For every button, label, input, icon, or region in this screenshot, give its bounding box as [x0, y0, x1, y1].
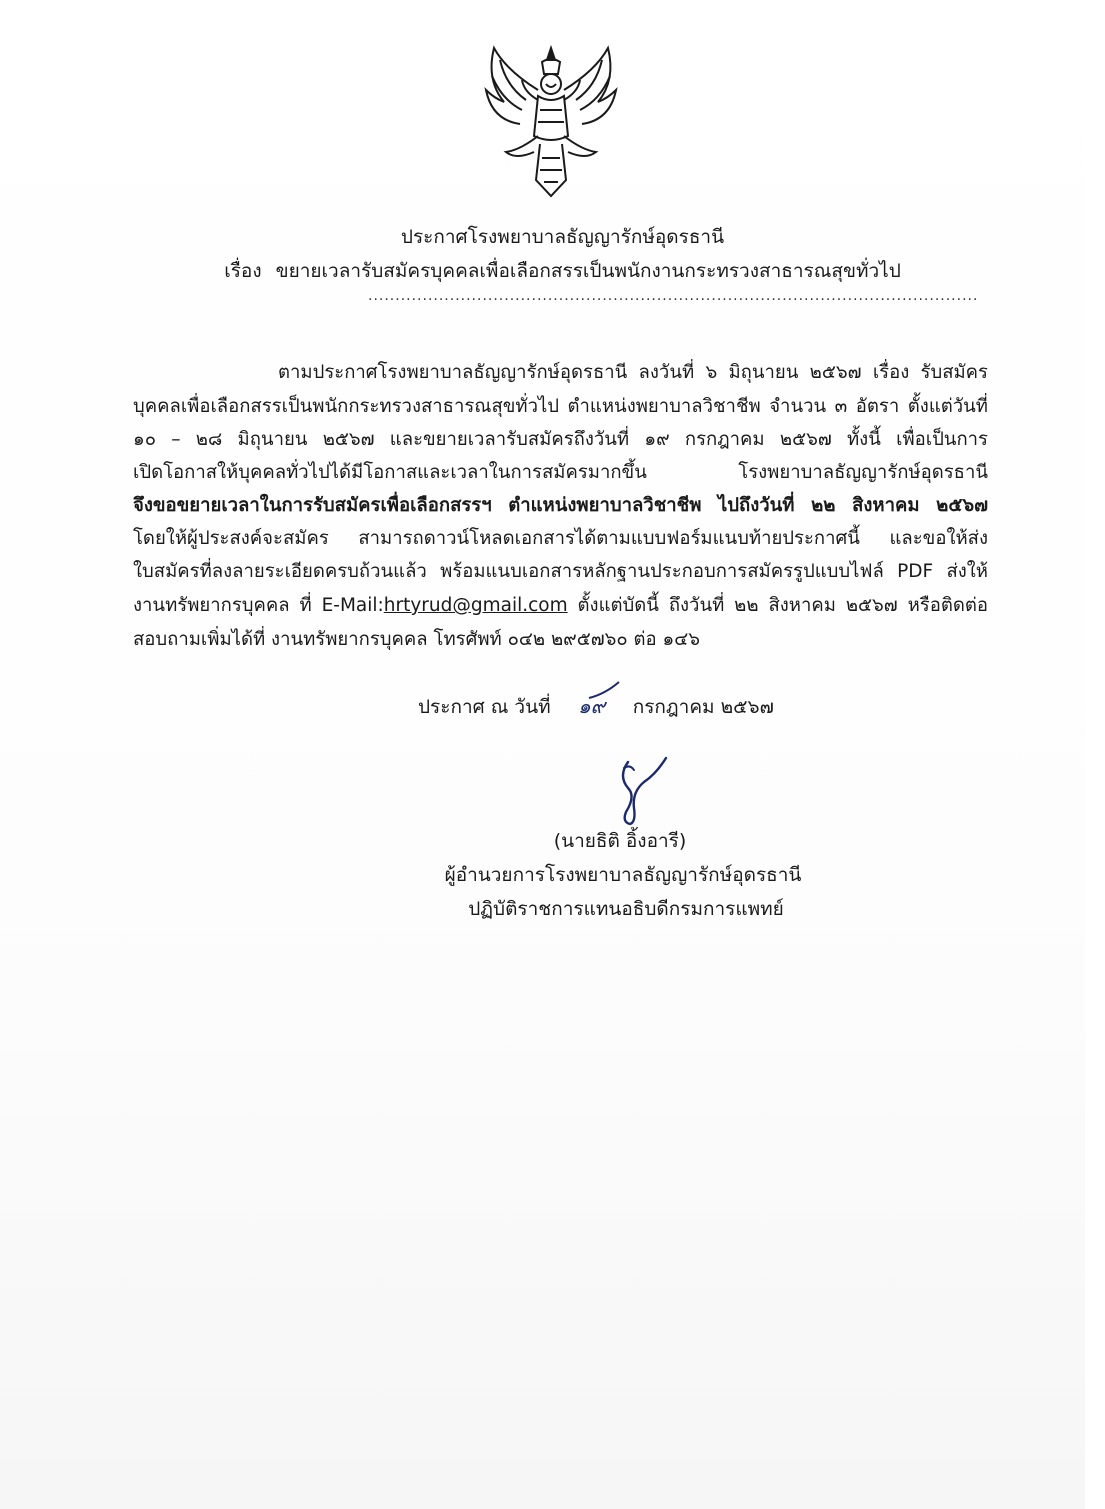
body-line-3: ๑๐ – ๒๘ มิถุนายน ๒๕๖๗ และขยายเวลารับสมัครถึงวันที่ ๑๙ กรกฎาคม ๒๕๖๗ ทั้งนี้ เพื่อเป็นการ	[133, 429, 988, 450]
body-line-9: สอบถามเพิ่มได้ที่ งานทรัพยากรบุคคล โทรศัพท์ ๐๔๒ ๒๙๕๗๖๐ ต่อ ๑๔๖	[133, 629, 701, 650]
signature-mark-icon	[614, 752, 676, 828]
email-suffix: ตั้งแต่บัดนี้ ถึงวันที่ ๒๒ สิงหาคม ๒๕๖๗ หรือติดต่อ	[567, 595, 988, 616]
signatory-acting-for: ปฏิบัติราชการแทนอธิบดีกรมการแพทย์	[468, 898, 784, 920]
body-line-6: โดยให้ผู้ประสงค์จะสมัคร สามารถดาวน์โหลดเอกสารได้ตามแบบฟอร์มแนบท้ายประกาศนี้ และขอให้ส่ง	[133, 528, 988, 549]
subject-text: ขยายเวลารับสมัครบุคคลเพื่อเลือกสรรเป็นพนักงานกระทรวงสาธารณสุขทั่วไป	[275, 260, 901, 282]
email-link[interactable]: hrtyrud@gmail.com	[383, 595, 568, 616]
signatory-name: (นายธิติ อิ้งอารี)	[553, 830, 687, 852]
announcement-title: ประกาศโรงพยาบาลธัญญารักษ์อุดรธานี	[400, 226, 725, 248]
garuda-emblem-icon	[476, 40, 626, 200]
extension-notice: จึงขอขยายเวลาในการรับสมัครเพื่อเลือกสรรฯ ตำแหน่งพยาบาลวิชาชีพ ไปถึงวันที่ ๒๒ สิงหาคม ๒๕๖๗	[133, 495, 988, 516]
day-value: ๑๙	[577, 694, 606, 718]
dotted-divider: ................................................................................................................	[368, 288, 979, 304]
body-line-4: เปิดโอกาสให้บุคคลทั่วไปได้มีโอกาสและเวลาในการสมัครมากขึ้น โรงพยาบาลธัญญารักษ์อุดรธานี	[133, 462, 988, 483]
email-prefix: งานทรัพยากรบุคคล ที่ E-Mail:	[133, 595, 384, 616]
handwritten-stroke-icon	[587, 680, 621, 702]
subject-label: เรื่อง	[224, 260, 262, 282]
body-line-1: ตามประกาศโรงพยาบาลธัญญารักษ์อุดรธานี ลงวันที่ ๖ มิถุนายน ๒๕๖๗ เรื่อง รับสมัคร	[278, 362, 988, 383]
body-line-8	[133, 591, 988, 620]
announce-month-year: กรกฎาคม ๒๕๖๗	[632, 696, 774, 718]
body-line-7: ใบสมัครที่ลงลายระเอียดครบถ้วนแล้ว พร้อมแนบเอกสารหลักฐานประกอบการสมัครรูปแบบไฟล์ PDF ส่งให้	[133, 561, 988, 582]
body-line-2: บุคคลเพื่อเลือกสรรเป็นพนักกระทรวงสาธารณสุขทั่วไป ตำแหน่งพยาบาลวิชาชีพ จำนวน ๓ อัตรา ตั้งแต่วันที่	[133, 396, 988, 417]
announcement-subject	[20, 256, 1105, 286]
announcement-date	[418, 690, 774, 722]
signatory-position: ผู้อำนวยการโรงพยาบาลธัญญารักษ์อุดรธานี	[444, 864, 802, 886]
handwritten-day	[561, 690, 623, 722]
body-line-5-bold	[133, 491, 988, 520]
announce-prefix: ประกาศ ณ วันที่	[418, 696, 551, 718]
